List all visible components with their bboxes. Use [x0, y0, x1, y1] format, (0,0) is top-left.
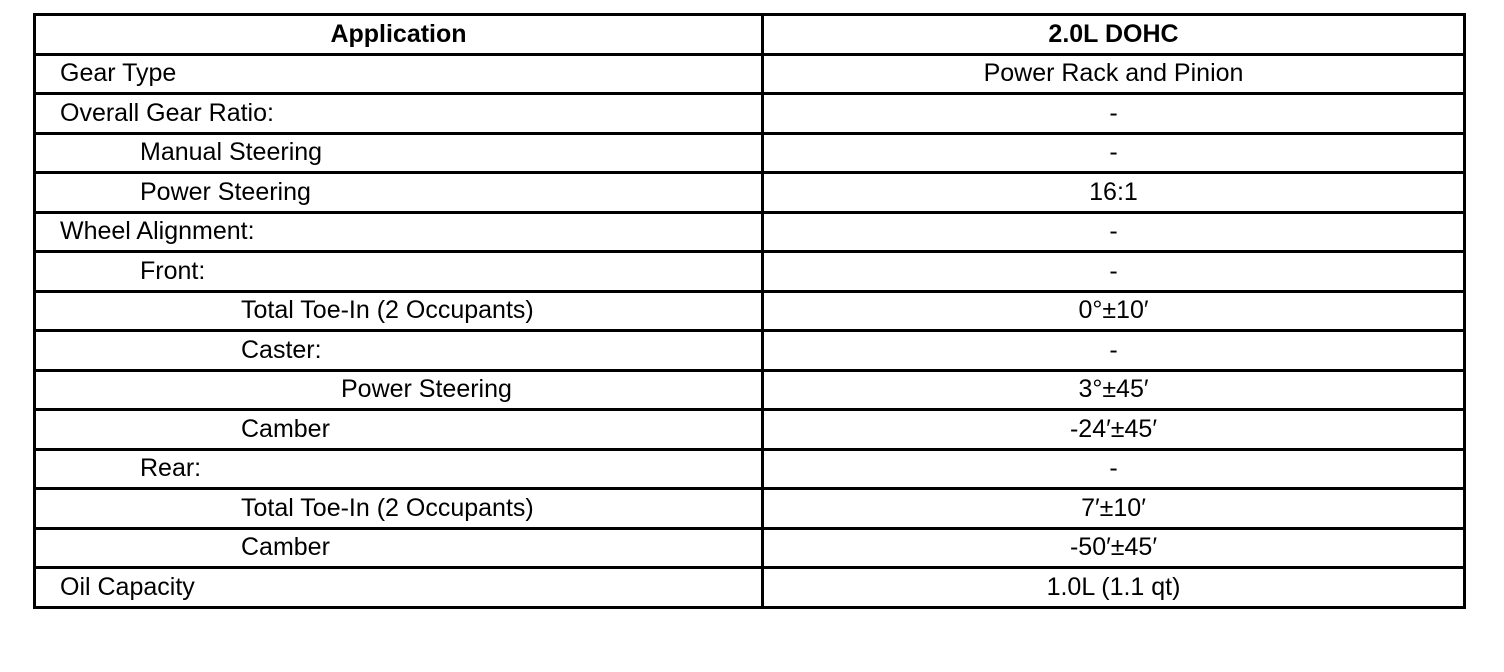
row-value: -	[763, 133, 1465, 173]
table-row	[35, 370, 1465, 410]
row-label: Gear Type	[35, 54, 763, 94]
row-label: Wheel Alignment:	[35, 212, 763, 252]
row-value: -	[763, 331, 1465, 371]
row-value: -50′±45′	[763, 528, 1465, 568]
row-value: -	[763, 449, 1465, 489]
table-row	[35, 410, 1465, 450]
row-label: Oil Capacity	[35, 568, 763, 608]
row-value: -24′±45′	[763, 410, 1465, 450]
table-row	[35, 212, 1465, 252]
specification-table	[33, 13, 1466, 609]
row-label: Overall Gear Ratio:	[35, 94, 763, 134]
row-label: Front:	[35, 252, 763, 292]
table-row	[35, 252, 1465, 292]
row-value: 1.0L (1.1 qt)	[763, 568, 1465, 608]
table-row	[35, 528, 1465, 568]
row-label: Camber	[35, 528, 763, 568]
specification-table-body	[35, 15, 1465, 608]
row-value: -	[763, 94, 1465, 134]
table-row	[35, 568, 1465, 608]
header-engine: 2.0L DOHC	[763, 15, 1465, 55]
row-value: 16:1	[763, 173, 1465, 213]
table-row	[35, 54, 1465, 94]
row-value: 3°±45′	[763, 370, 1465, 410]
row-value: 0°±10′	[763, 291, 1465, 331]
row-value: 7′±10′	[763, 489, 1465, 529]
table-header-row	[35, 15, 1465, 55]
row-value: -	[763, 252, 1465, 292]
row-label: Power Steering	[35, 370, 763, 410]
row-value: Power Rack and Pinion	[763, 54, 1465, 94]
row-value: -	[763, 212, 1465, 252]
row-label: Caster:	[35, 331, 763, 371]
row-label: Power Steering	[35, 173, 763, 213]
table-row	[35, 133, 1465, 173]
table-row	[35, 173, 1465, 213]
row-label: Rear:	[35, 449, 763, 489]
table-row	[35, 489, 1465, 529]
row-label: Manual Steering	[35, 133, 763, 173]
row-label: Total Toe-In (2 Occupants)	[35, 489, 763, 529]
table-row	[35, 94, 1465, 134]
table-row	[35, 291, 1465, 331]
row-label: Camber	[35, 410, 763, 450]
table-row	[35, 331, 1465, 371]
header-application: Application	[35, 15, 763, 55]
row-label: Total Toe-In (2 Occupants)	[35, 291, 763, 331]
table-row	[35, 449, 1465, 489]
